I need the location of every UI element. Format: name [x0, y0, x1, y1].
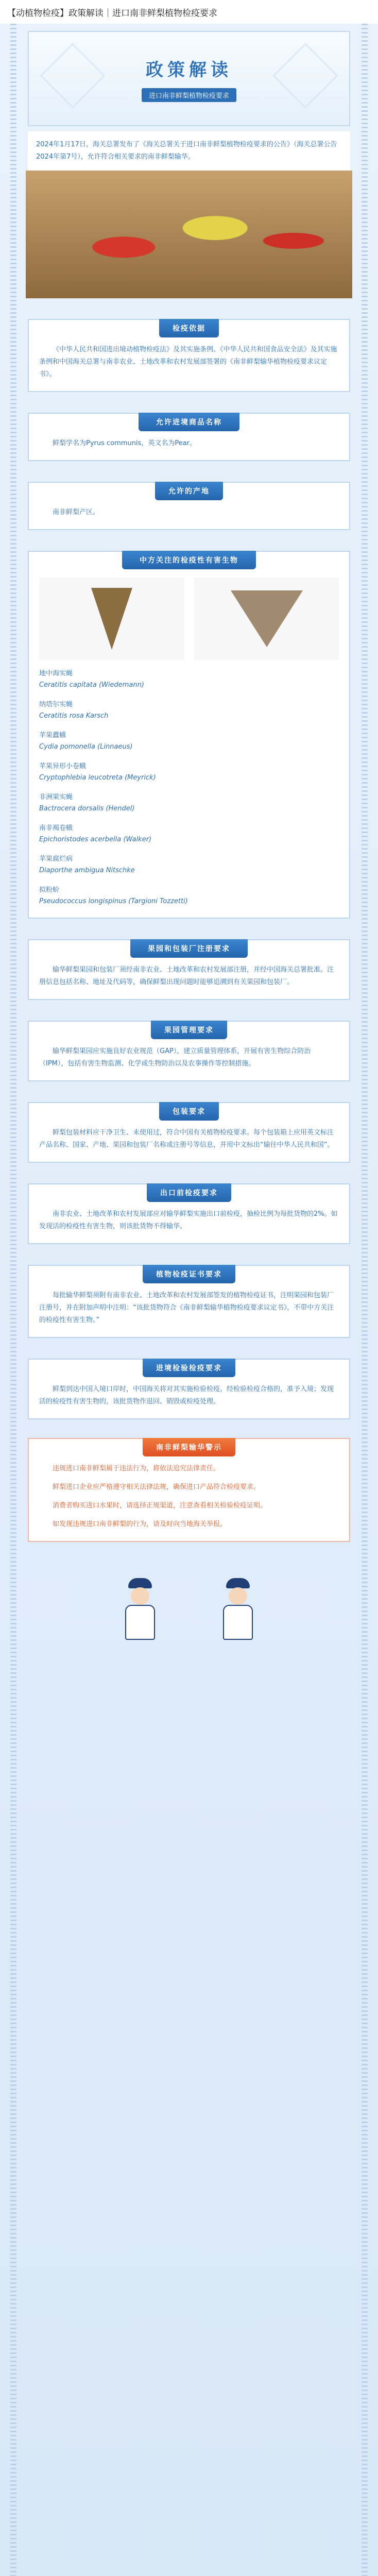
section-packing: [28, 1102, 350, 1163]
customs-officer-illustration: [220, 1578, 256, 1640]
section-text: 南非农业、土地改革和农村发展部应对输华鲜梨实施出口前检疫，抽检比例为每批货物的2%。如发现活的检疫性有害生物，则该批货物不得输华。: [39, 1210, 338, 1230]
section-title: 包装要求: [159, 1102, 219, 1121]
section-entry: [28, 1359, 350, 1419]
intro-text: 2024年1月17日，海关总署发布了《海关总署关于进口南非鲜梨植物检疫要求的公告》（海关总署公告2024年第7号），允许符合相关要求的南非鲜梨输华。: [28, 131, 350, 171]
customs-officer-illustration: [122, 1578, 158, 1640]
moth-illustration: [91, 588, 132, 650]
section-text: 鲜梨到达中国入境口岸时，中国海关将对其实施检验检疫。经检验检疫合格的，准予入境；发现活的检疫性有害生物的，该批货物作退回、销毁或检疫处理。: [39, 1385, 334, 1405]
pest-item: 地中海实蝇 Ceratitis capitata (Wiedemann): [39, 670, 144, 689]
section-text: 鲜梨包装材料应干净卫生、未使用过，符合中国有关植物检疫要求。每个包装箱上应用英文标注产品名称、国家、产地、果园和包装厂名称或注册号等信息，并用中文标出“输往中华人民共和国”。: [39, 1129, 334, 1149]
section-text: 南非鲜梨产区。: [53, 509, 100, 516]
pear-photo: [26, 171, 352, 298]
section-pests: [28, 551, 350, 919]
section-cert: [28, 1265, 350, 1338]
section-text: 《中华人民共和国进出境动植物检疫法》及其实施条例、《中华人民共和国食品安全法》及其实施条例和中国海关总署与南非农业、土地改革和农村发展部签署的《南非鲜梨输华植物检疫要求议定书》。: [39, 346, 337, 378]
pest-photo: [39, 578, 184, 660]
pest-item: 苹果蠹蛾 Cydia pomonella (Linnaeus): [39, 732, 133, 751]
section-name: [28, 413, 350, 461]
moth-illustration: [231, 590, 303, 647]
warning-item: 如发现违规进口南非鲜梨的行为，请及时向当地海关举报。: [53, 1520, 227, 1528]
pest-item: 苹果腐烂病 Diaporthe ambigua Nitschke: [39, 855, 135, 874]
pest-item: 纳塔尔实蝇 Ceratitis rosa Karsch: [39, 701, 109, 720]
section-orchard: [28, 939, 350, 1000]
warning-item: 违规进口南非鲜梨属于违法行为，将依法追究法律责任。: [53, 1465, 220, 1472]
banner-decoration: [272, 43, 338, 108]
section-title: 南非鲜梨输华警示: [143, 1438, 235, 1456]
section-text: 鲜梨学名为Pyrus communis，英文名为Pear。: [53, 439, 196, 447]
section-title: 中方关注的检疫性有害生物: [122, 551, 256, 569]
section-title: 允许的产地: [155, 482, 223, 500]
policy-banner: [28, 31, 350, 126]
article-body: [0, 24, 378, 2576]
section-basis: [28, 319, 350, 392]
section-quarantine: [28, 1183, 350, 1244]
pest-item: 非洲果实蝇 Bactrocera dorsalis (Hendel): [39, 793, 135, 812]
section-text: 每批输华鲜梨须附有南非农业、土地改革和农村发展部签发的植物检疫证书，注明果园和包装厂注册号，并在附加声明中注明：“该批货物符合《南非鲜梨输华植物检疫要求议定书》，不带中方关注的检疫性有害生物。”: [39, 1292, 334, 1324]
section-text: 输华鲜梨果园应实施良好农业规范（GAP），建立质量管理体系，开展有害生物综合防治（IPM），包括有害生物监测、化学或生物防治以及农事操作等控制措施。: [39, 1047, 311, 1067]
section-control: [28, 1021, 350, 1081]
section-title: 植物检疫证书要求: [143, 1265, 235, 1283]
section-title: 果园和包装厂注册要求: [130, 939, 248, 958]
article-title: 【动植物检疫】政策解读｜进口南非鲜梨植物检疫要求: [0, 0, 378, 24]
section-area: [28, 482, 350, 530]
pest-item: 拟粉蚧 Pseudococcus longispinus (Targioni Tozzetti): [39, 886, 188, 905]
warning-item: 消费者购买进口水果时，请选择正规渠道，注意查看相关检验检疫证明。: [53, 1502, 267, 1510]
section-text: 输华鲜梨果园和包装厂须经南非农业、土地改革和农村发展部注册，并经中国海关总署批准。注册信息包括名称、地址及代码等，确保鲜梨出现问题时能够追溯到有关果园和包装厂。: [39, 966, 334, 986]
pest-item: 苹果异形小卷蛾 Cryptophlebia leucotreta (Meyrick): [39, 762, 156, 782]
section-title: 检疫依据: [159, 319, 219, 337]
section-title: 进境检验检疫要求: [143, 1359, 235, 1377]
pest-item: 南非褐卷蛾 Epichoristodes acerbella (Walker): [39, 824, 152, 843]
officer-illustrations: [28, 1573, 350, 1640]
section-title: 果园管理要求: [151, 1021, 227, 1039]
banner-subtitle: 进口南非鲜梨植物检疫要求: [142, 88, 236, 102]
section-warning: [28, 1438, 350, 1542]
section-title: 允许进境商品名称: [139, 413, 239, 431]
section-title: 出口前检疫要求: [147, 1183, 231, 1202]
banner-title: 政策解读: [146, 59, 232, 80]
banner-decoration: [40, 43, 105, 108]
pest-photo: [194, 578, 339, 660]
warning-item: 鲜梨进口企业应严格遵守相关法律法规，确保进口产品符合检疫要求。: [53, 1483, 261, 1491]
